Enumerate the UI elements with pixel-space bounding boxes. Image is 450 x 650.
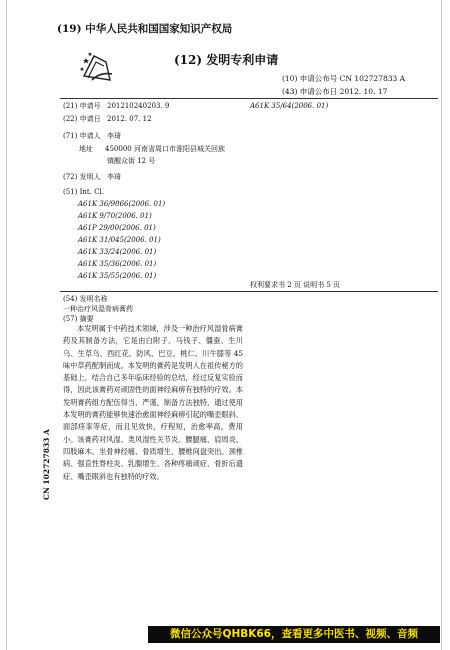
- ipc-item: A61P 29/00(2006. 01): [78, 224, 156, 232]
- document-type: (12) 发明专利申请: [174, 53, 279, 67]
- biblio-rule: [60, 291, 438, 292]
- publication-number: (10) 申请公布号 CN 102727833 A: [282, 74, 406, 83]
- application-number-code: (21) 申请号: [63, 102, 101, 110]
- page-count-line: 权利要求书 2 页 说明书 5 页: [250, 281, 341, 289]
- left-border-line: [6, 0, 7, 650]
- inventor-code: (72) 发明人: [63, 173, 101, 181]
- footer-banner: 微信公众号QHBK66，查看更多中医书、视频、音频: [148, 626, 440, 643]
- ipc-item: A61K 35/36(2006. 01): [78, 260, 157, 268]
- right-border-line: [441, 0, 442, 650]
- office-name: (19) 中华人民共和国国家知识产权局: [57, 23, 233, 35]
- abstract-text: 本发明属于中药技术领域，涉及一种治疗风湿骨病膏药及其制备方法，它是由白附子、马钱子、僵蚕、生川乌、生草乌、西红花、防风、巴豆、桃仁、川牛膝等 45 味中草药配制而成。本发明的膏药是发明人在祖传秘方的基础上，结合自己多年临床经验的总结，经过反复实验而得，因此该膏药对顽固性的面神经麻痹有独特的疗效。本发明膏药组方配伍得当、严谨，制备方法独特，通过使用本发明的膏药能够快速治愈面神经麻痹引起的嘴歪眼斜、面部痉挛等症，而且见效快，疗程短，治愈率高，费用小。该膏药对风湿、类风湿性关节炎、腰腿痛、肩周炎、四肢麻木、坐骨神经痛、骨质增生、腰椎间盘突出、颈椎病、强直性脊柱炎、乳腺增生、各种疼痛顽症、骨折后遗症、嘴歪眼斜也有独特的疗效。: [63, 324, 243, 481]
- application-date: 2012. 07. 12: [107, 115, 152, 123]
- ipc-item: A61K 35/55(2006. 01): [78, 272, 157, 280]
- address-label: 地址: [79, 145, 93, 153]
- application-date-code: (22) 申请日: [63, 115, 101, 123]
- address-line-1: 450000 河南省周口市淮阳县城关回族: [105, 145, 225, 153]
- abstract-body: [63, 323, 243, 483]
- ipc-item: A61K 9/70(2006. 01): [78, 212, 152, 220]
- ipc-main: A61K 35/64(2006. 01): [250, 102, 329, 110]
- header-rule: [60, 98, 438, 99]
- side-publication-number: CN 102727833 A: [42, 429, 51, 500]
- invention-title: 一种治疗风湿骨病膏药: [63, 305, 133, 313]
- national-emblem-icon: [80, 50, 114, 86]
- int-cl-code: (51) Int. Cl.: [63, 188, 104, 196]
- abstract-code: (57) 摘要: [63, 315, 94, 323]
- applicant-name: 李琦: [107, 132, 121, 140]
- ipc-item: A61K 36/9066(2006. 01): [78, 200, 166, 208]
- title-code: (54) 发明名称: [63, 295, 108, 303]
- application-number: 201210240203. 9: [107, 102, 170, 110]
- publication-date: (43) 申请公布日 2012. 10. 17: [282, 87, 388, 96]
- inventor-name: 李琦: [107, 173, 121, 181]
- address-line-2: 镇醒众街 12 号: [107, 157, 156, 165]
- ipc-item: A61K 31/045(2006. 01): [78, 236, 161, 244]
- applicant-code: (71) 申请人: [63, 132, 101, 140]
- ipc-item: A61K 33/24(2006. 01): [78, 248, 157, 256]
